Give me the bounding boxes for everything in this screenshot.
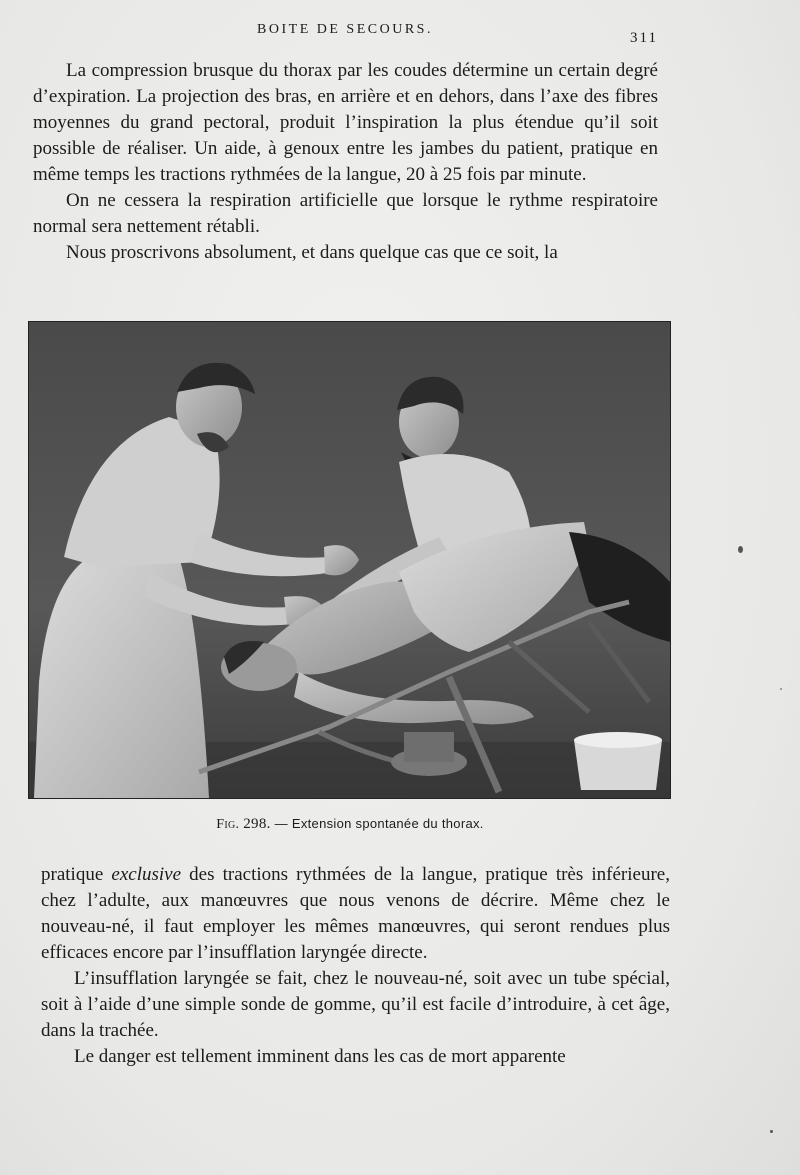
paper-speck	[738, 546, 743, 553]
paper-speck	[780, 688, 782, 690]
paragraph-respiration: On ne cessera la respiration artificielle que lorsque le rythme respiratoire normal sera nettement rétabli.	[33, 190, 658, 237]
continuation-rest: des tractions rythmées de la langue, pratique très inférieure, chez l’adulte, aux manœuvres que nous venons de décrire. Même chez le nouveau-né, il faut employer les mêmes manœuvres, qui seront rendues plus efficaces encore par l’insufflation laryngée directe.	[41, 864, 670, 963]
figure-label: Fig.	[216, 817, 240, 832]
paper-speck	[770, 1130, 773, 1133]
text-block-bottom	[41, 862, 670, 1070]
running-title: BOITE DE SECOURS.	[257, 22, 433, 37]
caption-dash: —	[274, 816, 288, 831]
figure-photograph	[28, 321, 671, 799]
paragraph-continuation	[41, 862, 670, 966]
figure-caption	[0, 816, 700, 833]
emphasis-exclusive: exclusive	[111, 864, 182, 885]
continuation-start: pratique	[41, 864, 112, 885]
paragraph-proscription: Nous proscrivons absolument, et dans quelque cas que ce soit, la	[66, 242, 558, 263]
paragraph-danger: Le danger est tellement imminent dans les cas de mort apparente	[74, 1046, 566, 1067]
paragraph-insufflation: L’insufflation laryngée se fait, chez le nouveau-né, soit avec un tube spécial, soit à l’aide d’une simple sonde de gomme, qu’il est facile d’introduire, à cet âge, dans la trachée.	[41, 968, 670, 1041]
text-block-top	[33, 58, 658, 266]
figure-number: 298.	[243, 816, 271, 832]
paragraph-compression: La compression brusque du thorax par les coudes détermine un certain degré d’expiration. La projection des bras, en arrière et en dehors, dans l’axe des fibres moyennes du grand pectoral, produit l’inspiration la plus étendue qu’il soit possible de réaliser. Un aide, à genoux entre les jambes du patient, pratique en même temps les tractions rythmées de la langue, 20 à 25 fois par minute.	[33, 60, 658, 185]
page-number: 311	[630, 30, 658, 46]
photograph-illustration	[29, 322, 670, 798]
caption-text: Extension spontanée du thorax.	[291, 816, 484, 831]
